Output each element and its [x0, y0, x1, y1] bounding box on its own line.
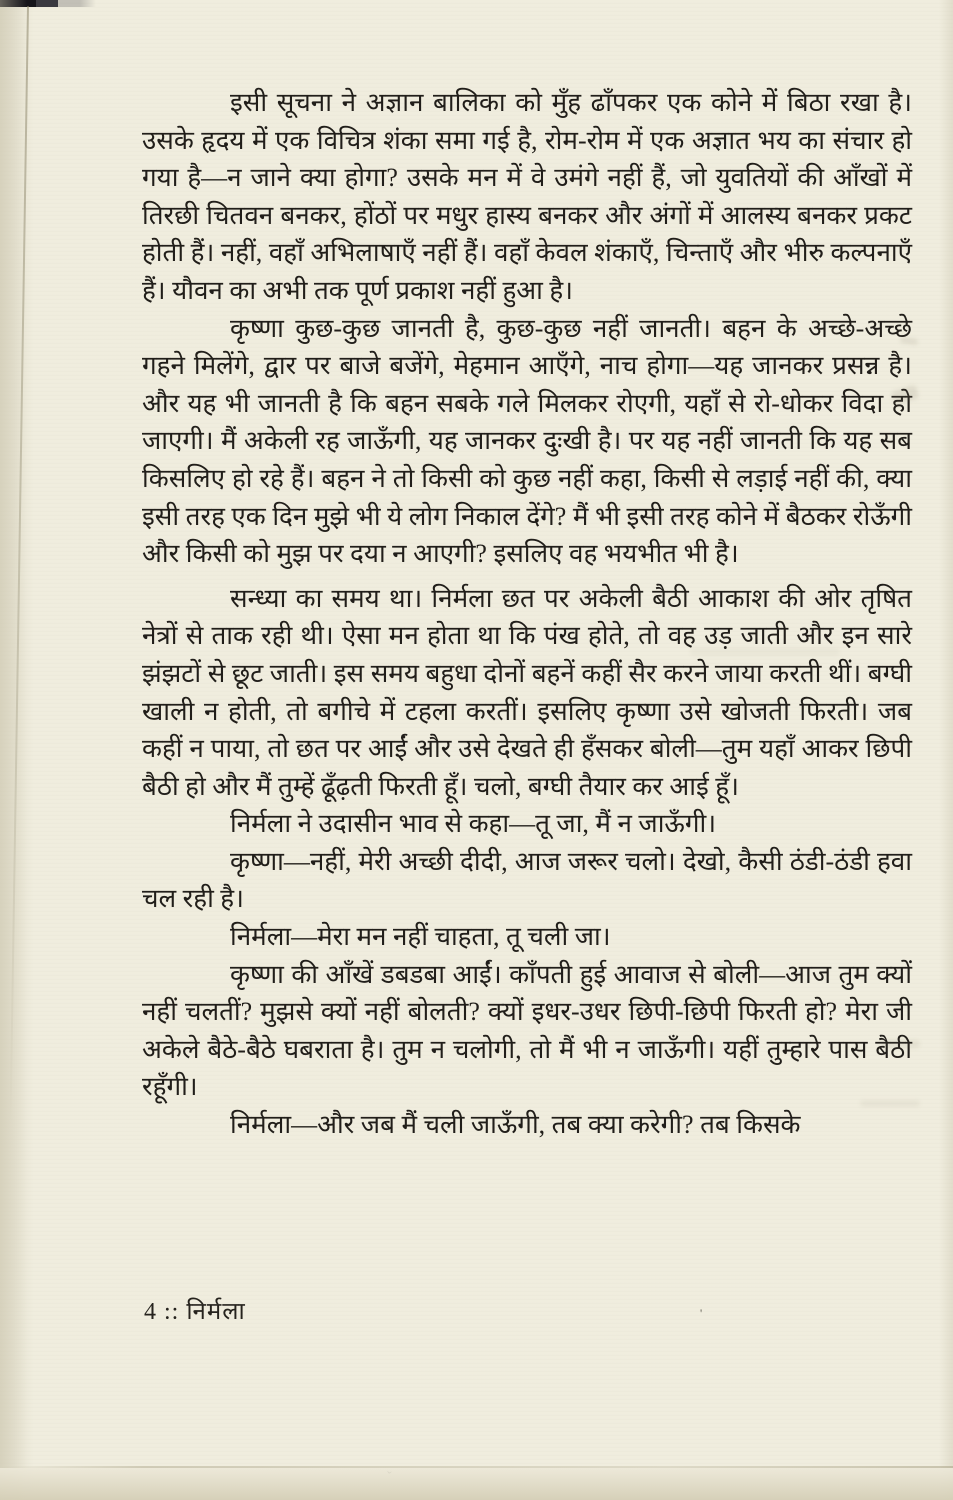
- page-footer: [144, 1294, 246, 1327]
- page-number-and-title: 4 :: निर्मला: [144, 1299, 246, 1325]
- margin-smudge: [690, 648, 840, 656]
- paragraph-dialogue: कृष्णा की आँखें डबडबा आईं। काँपती हुई आवाज से बोली—आज तुम क्यों नहीं चलतीं? मुझसे क्यों नहीं बोलती? क्यों इधर-उधर छिपी-छिपी फिरती हो? मेरा जी अकेले बैठे-बैठे घबराता है। तुम न चलोगी, तो मैं भी न जाऊँगी। यहीं तुम्हारे पास बैठी रहूँगी।: [142, 959, 912, 1102]
- paragraph-dialogue: निर्मला—और जब मैं चली जाऊँगी, तब क्या करेगी? तब किसके: [230, 1110, 801, 1140]
- paragraph-dialogue: निर्मला ने उदासीन भाव से कहा—तू जा, मैं न जाऊँगी।: [230, 809, 717, 839]
- paragraph-dialogue: निर्मला—मेरा मन नहीं चाहता, तू चली जा।: [230, 922, 611, 952]
- paragraph: कृष्णा कुछ-कुछ जानती है, कुछ-कुछ नहीं जानती। बहन के अच्छे-अच्छे गहने मिलेंगे, द्वार पर बाजे बजेंगे, मेहमान आएँगे, नाच होगा—यह जानकर प्रसन्न है। और यह भी जानती है कि बहन सबके गले मिलकर रोएगी, यहाँ से रो-धोकर विदा हो जाएगी। मैं अकेली रह जाऊँगी, यह जानकर दुःखी है। पर यह नहीं जानती कि यह सब किसलिए हो रहे हैं। बहन ने तो किसी को कुछ नहीं कहा, किसी से लड़ाई नहीं की, क्या इसी तरह एक दिन मुझे भी ये लोग निकाल देंगे? मैं भी इसी तरह कोने में बैठकर रोऊँगी और किसी को मुझ पर दया न आएगी? इसलिए वह भयभीत भी है।: [142, 313, 912, 569]
- bottom-edge-shade: [0, 1468, 953, 1500]
- paragraph: सन्ध्या का समय था। निर्मला छत पर अकेली बैठी आकाश की ओर तृषित नेत्रों से ताक रही थी। ऐसा मन होता था कि पंख होते, तो वह उड़ जाती और इन सारे झंझटों से छूट जाती। इस समय बहुधा दोनों बहनें कहीं सैर करने जाया करती थीं। बग्घी खाली न होती, तो बगीचे में टहला करतीं। इसलिए कृष्णा उसे खोजती फिरती। जब कहीं न पाया, तो छत पर आईं और उसे देखते ही हँसकर बोली—तुम यहाँ आकर छिपी बैठी हो और मैं तुम्हें ढूँढ़ती फिरती हूँ। चलो, बग्घी तैयार कर आई हूँ।: [142, 583, 912, 801]
- body-text: [142, 84, 912, 1144]
- margin-smudge: [880, 1040, 920, 1048]
- scan-speck: ': [700, 1306, 703, 1320]
- paragraph: इसी सूचना ने अज्ञान बालिका को मुँह ढाँपकर एक कोने में बिठा रखा है। उसके हृदय में एक विचित्र शंका समा गई है, रोम-रोम में एक अज्ञात भय का संचार हो गया है—न जाने क्या होगा? उसके मन में वे उमंगे नहीं हैं, जो युवतियों की आँखों में तिरछी चितवन बनकर, होंठों पर मधुर हास्य बनकर और अंगों में आलस्य बनकर प्रकट होती हैं। नहीं, वहाँ अभिलाषाएँ नहीं हैं। वहाँ केवल शंकाएँ, चिन्ताएँ और भीरु कल्पनाएँ हैं। यौवन का अभी तक पूर्ण प्रकाश नहीं हुआ है।: [142, 88, 912, 305]
- paragraph-dialogue: कृष्णा—नहीं, मेरी अच्छी दीदी, आज जरूर चलो। देखो, कैसी ठंडी-ठंडी हवा चल रही है।: [142, 846, 912, 914]
- margin-smudge: [860, 1100, 920, 1107]
